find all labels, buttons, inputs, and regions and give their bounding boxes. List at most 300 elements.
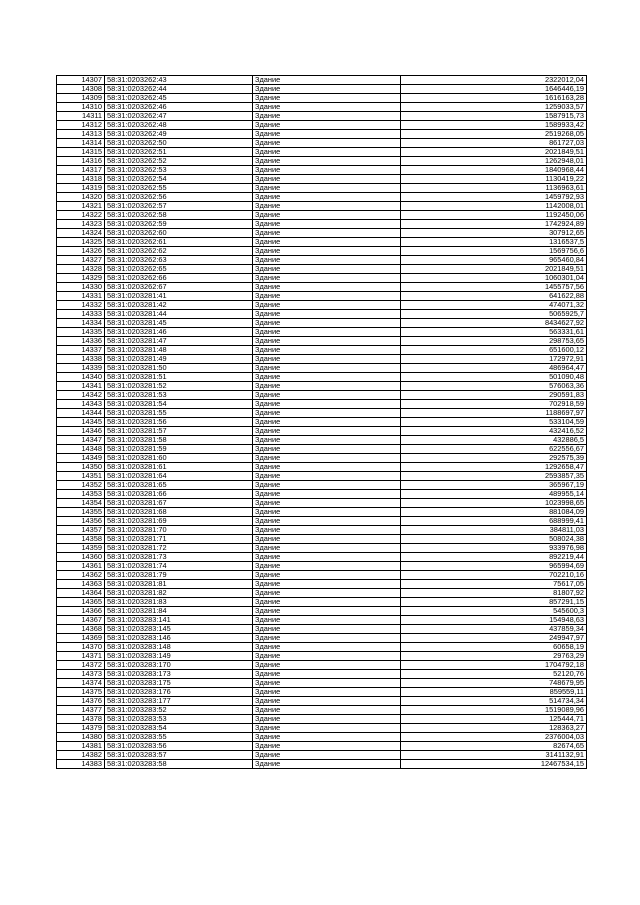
row-number-cell: 14355 — [57, 508, 105, 517]
table-row — [57, 490, 587, 499]
object-type-cell: Здание — [253, 256, 401, 265]
row-number-cell: 14339 — [57, 364, 105, 373]
object-type-cell: Здание — [253, 490, 401, 499]
table-row — [57, 94, 587, 103]
row-number-cell: 14376 — [57, 697, 105, 706]
row-number-cell: 14320 — [57, 193, 105, 202]
cadastral-value-cell: 622556,67 — [401, 445, 587, 454]
cadastral-value-cell: 60658,19 — [401, 643, 587, 652]
object-type-cell: Здание — [253, 634, 401, 643]
cadastral-value-cell: 1519089,96 — [401, 706, 587, 715]
object-type-cell: Здание — [253, 418, 401, 427]
row-number-cell: 14319 — [57, 184, 105, 193]
row-number-cell: 14372 — [57, 661, 105, 670]
object-type-cell: Здание — [253, 247, 401, 256]
row-number-cell: 14356 — [57, 517, 105, 526]
object-type-cell: Здание — [253, 85, 401, 94]
cadastral-number-cell: 58:31:0203283:56 — [105, 742, 253, 751]
table-row — [57, 328, 587, 337]
cadastral-value-cell: 892219,44 — [401, 553, 587, 562]
cadastral-value-cell: 1589933,42 — [401, 121, 587, 130]
cadastral-number-cell: 58:31:0203283:145 — [105, 625, 253, 634]
row-number-cell: 14345 — [57, 418, 105, 427]
table-row — [57, 292, 587, 301]
cadastral-number-cell: 58:31:0203262:59 — [105, 220, 253, 229]
cadastral-value-cell: 545600,3 — [401, 607, 587, 616]
object-type-cell: Здание — [253, 238, 401, 247]
object-type-cell: Здание — [253, 400, 401, 409]
cadastral-number-cell: 58:31:0203262:66 — [105, 274, 253, 283]
cadastral-value-cell: 154948,63 — [401, 616, 587, 625]
cadastral-number-cell: 58:31:0203281:53 — [105, 391, 253, 400]
table-row — [57, 112, 587, 121]
row-number-cell: 14337 — [57, 346, 105, 355]
cadastral-value-cell: 298753,65 — [401, 337, 587, 346]
object-type-cell: Здание — [253, 643, 401, 652]
cadastral-value-cell: 857291,15 — [401, 598, 587, 607]
cadastral-number-cell: 58:31:0203283:175 — [105, 679, 253, 688]
object-type-cell: Здание — [253, 715, 401, 724]
cadastral-value-cell: 81807,92 — [401, 589, 587, 598]
object-type-cell: Здание — [253, 625, 401, 634]
table-row — [57, 310, 587, 319]
table-row — [57, 670, 587, 679]
cadastral-number-cell: 58:31:0203283:173 — [105, 670, 253, 679]
row-number-cell: 14316 — [57, 157, 105, 166]
object-type-cell: Здание — [253, 292, 401, 301]
object-type-cell: Здание — [253, 274, 401, 283]
table-row — [57, 562, 587, 571]
cadastral-value-cell: 651600,12 — [401, 346, 587, 355]
row-number-cell: 14312 — [57, 121, 105, 130]
row-number-cell: 14353 — [57, 490, 105, 499]
row-number-cell: 14363 — [57, 580, 105, 589]
cadastral-number-cell: 58:31:0203281:45 — [105, 319, 253, 328]
table-row — [57, 634, 587, 643]
row-number-cell: 14341 — [57, 382, 105, 391]
row-number-cell: 14325 — [57, 238, 105, 247]
cadastral-value-cell: 1704792,18 — [401, 661, 587, 670]
cadastral-value-cell: 486964,47 — [401, 364, 587, 373]
object-type-cell: Здание — [253, 733, 401, 742]
row-number-cell: 14358 — [57, 535, 105, 544]
table-row — [57, 625, 587, 634]
table-row — [57, 409, 587, 418]
object-type-cell: Здание — [253, 337, 401, 346]
row-number-cell: 14360 — [57, 553, 105, 562]
table-row — [57, 760, 587, 769]
row-number-cell: 14357 — [57, 526, 105, 535]
object-type-cell: Здание — [253, 535, 401, 544]
object-type-cell: Здание — [253, 265, 401, 274]
row-number-cell: 14370 — [57, 643, 105, 652]
cadastral-value-cell: 1023998,65 — [401, 499, 587, 508]
row-number-cell: 14369 — [57, 634, 105, 643]
cadastral-value-cell: 29763,29 — [401, 652, 587, 661]
cadastral-value-cell: 75617,05 — [401, 580, 587, 589]
table-row — [57, 355, 587, 364]
table-row — [57, 697, 587, 706]
cadastral-number-cell: 58:31:0203283:146 — [105, 634, 253, 643]
object-type-cell: Здание — [253, 184, 401, 193]
table-row — [57, 364, 587, 373]
row-number-cell: 14334 — [57, 319, 105, 328]
cadastral-number-cell: 58:31:0203262:67 — [105, 283, 253, 292]
table-row — [57, 688, 587, 697]
object-type-cell: Здание — [253, 760, 401, 769]
object-type-cell: Здание — [253, 454, 401, 463]
cadastral-number-cell: 58:31:0203283:176 — [105, 688, 253, 697]
table-row — [57, 382, 587, 391]
cadastral-number-cell: 58:31:0203281:54 — [105, 400, 253, 409]
row-number-cell: 14342 — [57, 391, 105, 400]
object-type-cell: Здание — [253, 508, 401, 517]
row-number-cell: 14332 — [57, 301, 105, 310]
cadastral-number-cell: 58:31:0203262:46 — [105, 103, 253, 112]
cadastral-number-cell: 58:31:0203281:73 — [105, 553, 253, 562]
table-row — [57, 643, 587, 652]
row-number-cell: 14333 — [57, 310, 105, 319]
object-type-cell: Здание — [253, 166, 401, 175]
cadastral-value-cell: 249947,97 — [401, 634, 587, 643]
cadastral-number-cell: 58:31:0203281:48 — [105, 346, 253, 355]
table-row — [57, 544, 587, 553]
table-row — [57, 589, 587, 598]
cadastral-number-cell: 58:31:0203281:41 — [105, 292, 253, 301]
object-type-cell: Здание — [253, 94, 401, 103]
cadastral-number-cell: 58:31:0203283:141 — [105, 616, 253, 625]
object-type-cell: Здание — [253, 427, 401, 436]
row-number-cell: 14367 — [57, 616, 105, 625]
cadastral-number-cell: 58:31:0203281:68 — [105, 508, 253, 517]
table-row — [57, 607, 587, 616]
row-number-cell: 14377 — [57, 706, 105, 715]
row-number-cell: 14324 — [57, 229, 105, 238]
object-type-cell: Здание — [253, 175, 401, 184]
cadastral-value-cell: 1188697,97 — [401, 409, 587, 418]
row-number-cell: 14362 — [57, 571, 105, 580]
cadastral-value-cell: 1060301,04 — [401, 274, 587, 283]
cadastral-number-cell: 58:31:0203281:52 — [105, 382, 253, 391]
cadastral-number-cell: 58:31:0203283:170 — [105, 661, 253, 670]
cadastral-number-cell: 58:31:0203281:60 — [105, 454, 253, 463]
cadastral-value-cell: 1587915,73 — [401, 112, 587, 121]
object-type-cell: Здание — [253, 373, 401, 382]
row-number-cell: 14330 — [57, 283, 105, 292]
row-number-cell: 14352 — [57, 481, 105, 490]
cadastral-number-cell: 58:31:0203281:67 — [105, 499, 253, 508]
object-type-cell: Здание — [253, 697, 401, 706]
cadastral-value-cell: 1316537,5 — [401, 238, 587, 247]
cadastral-number-cell: 58:31:0203262:50 — [105, 139, 253, 148]
object-type-cell: Здание — [253, 751, 401, 760]
row-number-cell: 14349 — [57, 454, 105, 463]
cadastral-number-cell: 58:31:0203262:58 — [105, 211, 253, 220]
cadastral-number-cell: 58:31:0203281:72 — [105, 544, 253, 553]
row-number-cell: 14365 — [57, 598, 105, 607]
object-type-cell: Здание — [253, 355, 401, 364]
cadastral-number-cell: 58:31:0203283:148 — [105, 643, 253, 652]
row-number-cell: 14350 — [57, 463, 105, 472]
object-type-cell: Здание — [253, 130, 401, 139]
cadastral-value-cell: 748679,95 — [401, 679, 587, 688]
object-type-cell: Здание — [253, 499, 401, 508]
cadastral-value-cell: 2322012,04 — [401, 76, 587, 85]
object-type-cell: Здание — [253, 328, 401, 337]
row-number-cell: 14381 — [57, 742, 105, 751]
cadastral-value-cell: 2021849,51 — [401, 265, 587, 274]
object-type-cell: Здание — [253, 445, 401, 454]
table-row — [57, 472, 587, 481]
cadastral-value-cell: 1130419,22 — [401, 175, 587, 184]
row-number-cell: 14374 — [57, 679, 105, 688]
object-type-cell: Здание — [253, 616, 401, 625]
object-type-cell: Здание — [253, 724, 401, 733]
cadastral-value-cell: 576063,36 — [401, 382, 587, 391]
cadastral-value-cell: 52120,76 — [401, 670, 587, 679]
object-type-cell: Здание — [253, 562, 401, 571]
cadastral-value-cell: 933976,98 — [401, 544, 587, 553]
cadastral-number-cell: 58:31:0203262:57 — [105, 202, 253, 211]
cadastral-value-table — [56, 75, 587, 769]
row-number-cell: 14318 — [57, 175, 105, 184]
cadastral-number-cell: 58:31:0203262:54 — [105, 175, 253, 184]
object-type-cell: Здание — [253, 301, 401, 310]
table-row — [57, 400, 587, 409]
cadastral-number-cell: 58:31:0203262:62 — [105, 247, 253, 256]
row-number-cell: 14340 — [57, 373, 105, 382]
object-type-cell: Здание — [253, 202, 401, 211]
row-number-cell: 14321 — [57, 202, 105, 211]
row-number-cell: 14368 — [57, 625, 105, 634]
object-type-cell: Здание — [253, 580, 401, 589]
cadastral-number-cell: 58:31:0203262:56 — [105, 193, 253, 202]
object-type-cell: Здание — [253, 589, 401, 598]
cadastral-value-cell: 1616163,28 — [401, 94, 587, 103]
row-number-cell: 14373 — [57, 670, 105, 679]
row-number-cell: 14326 — [57, 247, 105, 256]
object-type-cell: Здание — [253, 607, 401, 616]
cadastral-number-cell: 58:31:0203262:63 — [105, 256, 253, 265]
table-row — [57, 283, 587, 292]
row-number-cell: 14361 — [57, 562, 105, 571]
cadastral-value-cell: 2021849,51 — [401, 148, 587, 157]
cadastral-value-cell: 1259033,57 — [401, 103, 587, 112]
table-row — [57, 229, 587, 238]
table-row — [57, 580, 587, 589]
cadastral-number-cell: 58:31:0203281:58 — [105, 436, 253, 445]
table-row — [57, 526, 587, 535]
cadastral-number-cell: 58:31:0203262:47 — [105, 112, 253, 121]
cadastral-value-cell: 965994,69 — [401, 562, 587, 571]
cadastral-value-cell: 641622,88 — [401, 292, 587, 301]
object-type-cell: Здание — [253, 211, 401, 220]
cadastral-number-cell: 58:31:0203281:59 — [105, 445, 253, 454]
row-number-cell: 14344 — [57, 409, 105, 418]
object-type-cell: Здание — [253, 112, 401, 121]
object-type-cell: Здание — [253, 688, 401, 697]
table-row — [57, 76, 587, 85]
table-row — [57, 301, 587, 310]
row-number-cell: 14323 — [57, 220, 105, 229]
table-row — [57, 319, 587, 328]
object-type-cell: Здание — [253, 481, 401, 490]
row-number-cell: 14338 — [57, 355, 105, 364]
object-type-cell: Здание — [253, 409, 401, 418]
cadastral-number-cell: 58:31:0203262:60 — [105, 229, 253, 238]
cadastral-value-cell: 384811,03 — [401, 526, 587, 535]
cadastral-value-cell: 3141132,91 — [401, 751, 587, 760]
cadastral-number-cell: 58:31:0203281:49 — [105, 355, 253, 364]
cadastral-number-cell: 58:31:0203262:45 — [105, 94, 253, 103]
row-number-cell: 14347 — [57, 436, 105, 445]
object-type-cell: Здание — [253, 139, 401, 148]
table-row — [57, 346, 587, 355]
object-type-cell: Здание — [253, 157, 401, 166]
cadastral-value-cell: 861727,03 — [401, 139, 587, 148]
row-number-cell: 14335 — [57, 328, 105, 337]
table-row — [57, 742, 587, 751]
cadastral-number-cell: 58:31:0203262:51 — [105, 148, 253, 157]
object-type-cell: Здание — [253, 652, 401, 661]
cadastral-number-cell: 58:31:0203262:52 — [105, 157, 253, 166]
object-type-cell: Здание — [253, 706, 401, 715]
cadastral-value-cell: 965460,84 — [401, 256, 587, 265]
row-number-cell: 14327 — [57, 256, 105, 265]
table-row — [57, 391, 587, 400]
row-number-cell: 14309 — [57, 94, 105, 103]
row-number-cell: 14317 — [57, 166, 105, 175]
table-row — [57, 157, 587, 166]
table-row — [57, 85, 587, 94]
table-row — [57, 265, 587, 274]
table-row — [57, 751, 587, 760]
row-number-cell: 14346 — [57, 427, 105, 436]
cadastral-number-cell: 58:31:0203281:56 — [105, 418, 253, 427]
cadastral-value-cell: 437859,34 — [401, 625, 587, 634]
object-type-cell: Здание — [253, 283, 401, 292]
cadastral-value-cell: 128363,27 — [401, 724, 587, 733]
cadastral-value-cell: 2376004,03 — [401, 733, 587, 742]
object-type-cell: Здание — [253, 553, 401, 562]
cadastral-number-cell: 58:31:0203281:42 — [105, 301, 253, 310]
table-row — [57, 121, 587, 130]
cadastral-number-cell: 58:31:0203281:69 — [105, 517, 253, 526]
cadastral-number-cell: 58:31:0203262:65 — [105, 265, 253, 274]
table-row — [57, 166, 587, 175]
object-type-cell: Здание — [253, 517, 401, 526]
cadastral-number-cell: 58:31:0203283:55 — [105, 733, 253, 742]
cadastral-value-cell: 489955,14 — [401, 490, 587, 499]
table-row — [57, 139, 587, 148]
cadastral-value-cell: 307912,65 — [401, 229, 587, 238]
row-number-cell: 14315 — [57, 148, 105, 157]
row-number-cell: 14378 — [57, 715, 105, 724]
table-row — [57, 220, 587, 229]
object-type-cell: Здание — [253, 319, 401, 328]
cadastral-number-cell: 58:31:0203281:71 — [105, 535, 253, 544]
cadastral-value-cell: 1262948,01 — [401, 157, 587, 166]
cadastral-value-cell: 1192450,06 — [401, 211, 587, 220]
cadastral-number-cell: 58:31:0203281:82 — [105, 589, 253, 598]
cadastral-value-cell: 432416,52 — [401, 427, 587, 436]
cadastral-number-cell: 58:31:0203262:55 — [105, 184, 253, 193]
table-row — [57, 202, 587, 211]
row-number-cell: 14382 — [57, 751, 105, 760]
row-number-cell: 14310 — [57, 103, 105, 112]
cadastral-value-cell: 5065925,7 — [401, 310, 587, 319]
cadastral-number-cell: 58:31:0203262:49 — [105, 130, 253, 139]
table-row — [57, 598, 587, 607]
object-type-cell: Здание — [253, 571, 401, 580]
object-type-cell: Здание — [253, 661, 401, 670]
cadastral-value-cell: 172972,91 — [401, 355, 587, 364]
cadastral-value-cell: 2519268,05 — [401, 130, 587, 139]
object-type-cell: Здание — [253, 193, 401, 202]
cadastral-number-cell: 58:31:0203281:83 — [105, 598, 253, 607]
object-type-cell: Здание — [253, 526, 401, 535]
cadastral-value-cell: 881084,09 — [401, 508, 587, 517]
cadastral-number-cell: 58:31:0203281:65 — [105, 481, 253, 490]
table-row — [57, 616, 587, 625]
table-row — [57, 274, 587, 283]
row-number-cell: 14311 — [57, 112, 105, 121]
cadastral-number-cell: 58:31:0203281:57 — [105, 427, 253, 436]
table-row — [57, 499, 587, 508]
row-number-cell: 14307 — [57, 76, 105, 85]
table-row — [57, 193, 587, 202]
cadastral-value-cell: 12467534,15 — [401, 760, 587, 769]
cadastral-value-cell: 2593857,35 — [401, 472, 587, 481]
table-row — [57, 715, 587, 724]
table-row — [57, 508, 587, 517]
cadastral-number-cell: 58:31:0203281:70 — [105, 526, 253, 535]
cadastral-number-cell: 58:31:0203281:44 — [105, 310, 253, 319]
cadastral-number-cell: 58:31:0203283:149 — [105, 652, 253, 661]
cadastral-value-cell: 508024,38 — [401, 535, 587, 544]
table-row — [57, 337, 587, 346]
table-row — [57, 238, 587, 247]
table-row — [57, 553, 587, 562]
cadastral-value-cell: 1742924,89 — [401, 220, 587, 229]
cadastral-value-cell: 1569756,6 — [401, 247, 587, 256]
cadastral-value-cell: 702918,59 — [401, 400, 587, 409]
cadastral-value-cell: 1459792,93 — [401, 193, 587, 202]
table-row — [57, 427, 587, 436]
object-type-cell: Здание — [253, 544, 401, 553]
table-row — [57, 652, 587, 661]
object-type-cell: Здание — [253, 148, 401, 157]
table-row — [57, 571, 587, 580]
row-number-cell: 14322 — [57, 211, 105, 220]
row-number-cell: 14366 — [57, 607, 105, 616]
cadastral-number-cell: 58:31:0203281:64 — [105, 472, 253, 481]
cadastral-value-cell: 702210,16 — [401, 571, 587, 580]
table-row — [57, 463, 587, 472]
cadastral-value-cell: 292575,39 — [401, 454, 587, 463]
row-number-cell: 14336 — [57, 337, 105, 346]
cadastral-number-cell: 58:31:0203283:53 — [105, 715, 253, 724]
row-number-cell: 14314 — [57, 139, 105, 148]
cadastral-value-cell: 365967,19 — [401, 481, 587, 490]
table-row — [57, 148, 587, 157]
cadastral-value-cell: 514734,34 — [401, 697, 587, 706]
table-row — [57, 373, 587, 382]
cadastral-value-cell: 533104,59 — [401, 418, 587, 427]
cadastral-number-cell: 58:31:0203281:47 — [105, 337, 253, 346]
object-type-cell: Здание — [253, 364, 401, 373]
table-body — [57, 76, 587, 769]
